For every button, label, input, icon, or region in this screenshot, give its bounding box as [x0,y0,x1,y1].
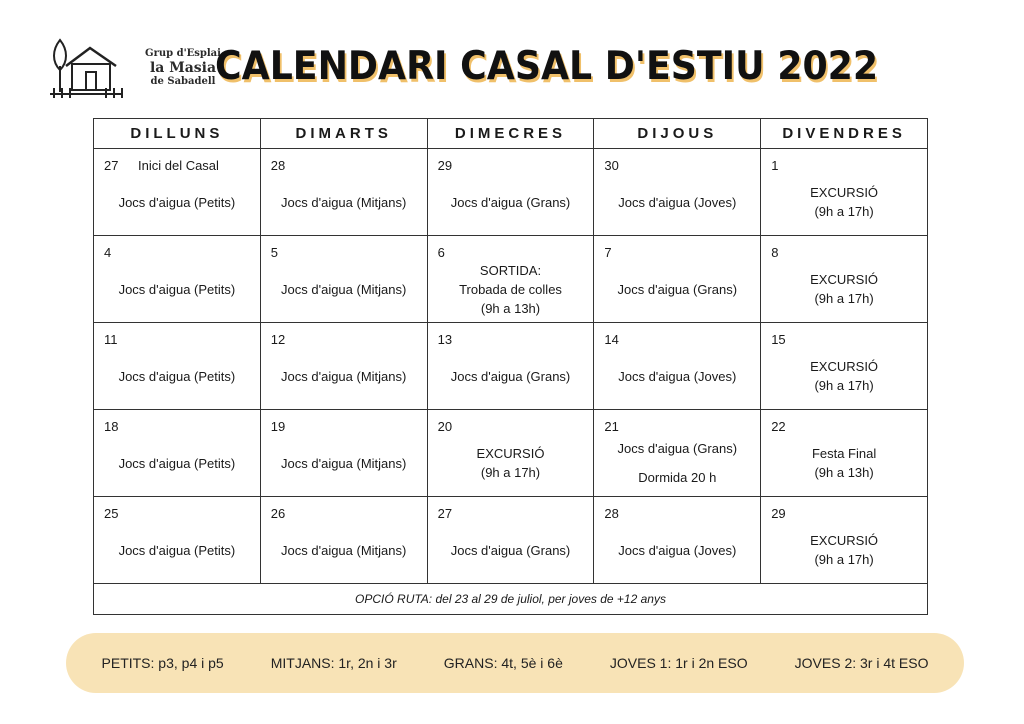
calendar-day-cell [94,323,261,410]
day-activity [428,525,594,575]
day-activity [594,351,760,401]
calendar-day-cell [94,149,261,236]
activity-line: EXCURSIÓ [810,359,879,374]
activity-line: (9h a 17h) [814,378,874,393]
activity-line: EXCURSIÓ [810,272,879,287]
day-activity [428,438,594,488]
legend-item: PETITS: p3, p4 i p5 [101,655,224,671]
activity-line: Jocs d'aigua (Grans) [617,281,738,297]
day-number: 11 [104,332,118,347]
activity-line: (9h a 17h) [814,204,874,219]
calendar-day-cell [94,410,261,497]
legend-item: JOVES 1: 1r i 2n ESO [609,655,748,671]
calendar-day-cell [761,323,928,410]
day-activity [594,264,760,314]
activity-line: EXCURSIÓ [810,185,879,200]
calendar-day-cell [427,149,594,236]
day-activity [761,177,927,227]
calendar-day-cell [94,236,261,323]
activity-line: Jocs d'aigua (Petits) [118,194,236,210]
calendar-week-row [94,410,928,497]
activity-line: Jocs d'aigua (Petits) [118,368,236,384]
activity-line: Jocs d'aigua (Mitjans) [281,368,407,384]
day-activity [94,177,260,227]
activity-line: Jocs d'aigua (Joves) [618,194,737,210]
age-group-legend [66,633,964,693]
day-number: 18 [104,419,119,434]
day-activity [761,351,927,401]
calendar-day-cell [761,497,928,584]
weekday-header-row [94,119,928,149]
calendar-day-cell [594,236,761,323]
logo-line-3: de Sabadell [150,75,216,87]
day-activity [594,525,760,575]
calendar-week-row [94,236,928,323]
day-activity [761,264,927,314]
weekday-header: DIMECRES [427,119,594,149]
day-number: 12 [270,332,286,347]
day-number: 19 [270,419,286,434]
day-number: 13 [437,332,453,347]
logo-line-2: la Masia [149,59,217,76]
activity-line: Festa Final [811,446,877,461]
day-number: 22 [771,419,786,434]
activity-line: Jocs d'aigua (Grans) [617,441,738,456]
calendar-day-cell [761,149,928,236]
calendar-day-cell [94,497,261,584]
legend-item: MITJANS: 1r, 2n i 3r [270,655,397,671]
day-number: 8 [771,245,779,260]
calendar-day-cell [260,149,427,236]
day-activity [761,438,927,488]
calendar-day-cell [260,323,427,410]
activity-line: Jocs d'aigua (Mitjans) [281,542,407,558]
activity-line: Jocs d'aigua (Grans) [450,542,571,558]
day-activity [594,438,760,488]
calendar-day-cell [594,149,761,236]
activity-line: (9h a 13h) [480,300,541,316]
day-activity [594,177,760,227]
day-activity [761,525,927,575]
calendar-day-cell [594,323,761,410]
calendar-day-cell [594,497,761,584]
legend-item: JOVES 2: 3r i 4t ESO [794,655,929,671]
calendar-day-cell [761,410,928,497]
calendar-day-cell [427,410,594,497]
activity-line: EXCURSIÓ [476,446,545,461]
calendar-week-row [94,323,928,410]
activity-line: Jocs d'aigua (Joves) [618,542,737,558]
activity-line: (9h a 17h) [814,552,874,567]
day-number: 4 [104,245,112,260]
day-activity [94,525,260,575]
day-activity [428,351,594,401]
activity-line: Dormida 20 h [638,470,717,485]
activity-line: (9h a 13h) [814,465,874,480]
day-number: 29 [771,506,786,521]
day-activity [261,264,427,314]
day-number: 20 [437,419,453,434]
activity-line: Jocs d'aigua (Grans) [450,194,571,210]
calendar-week-row [94,149,928,236]
day-number: 27 [104,158,119,173]
activity-line: (9h a 17h) [480,465,541,480]
day-activity [94,264,260,314]
calendar-body [94,149,928,584]
calendar-table [93,118,928,615]
weekday-header: DIMARTS [260,119,427,149]
footer-row [94,584,928,615]
activity-line: Jocs d'aigua (Mitjans) [281,194,407,210]
day-activity [94,351,260,401]
day-number: 5 [270,245,279,260]
day-number: 27 [437,506,453,521]
day-number: 28 [604,506,619,521]
day-activity [261,351,427,401]
activity-line: Jocs d'aigua (Grans) [450,368,571,384]
activity-line: Jocs d'aigua (Mitjans) [281,281,407,297]
day-number: 28 [270,158,286,173]
weekday-header: DIVENDRES [761,119,928,149]
legend-item: GRANS: 4t, 5è i 6è [443,655,563,671]
activity-line: Jocs d'aigua (Mitjans) [281,455,407,471]
house-tree-icon [46,36,126,100]
day-number: 21 [604,419,619,434]
logo-line-1: Grup d'Esplai [145,48,221,59]
calendar-day-cell [260,497,427,584]
page-title: CALENDARI CASAL D'ESTIU 2022 [215,44,879,89]
activity-line: Jocs d'aigua (Petits) [118,542,236,558]
day-number: 6 [437,245,445,260]
calendar-day-cell [260,410,427,497]
day-number: 1 [771,158,779,173]
day-activity [261,438,427,488]
weekday-header: DIJOUS [594,119,761,149]
day-heading: Inici del Casal [138,158,219,173]
calendar-day-cell [427,497,594,584]
calendar-day-cell [594,410,761,497]
activity-line: Jocs d'aigua (Joves) [618,368,737,384]
weekday-header: DILLUNS [94,119,261,149]
day-activity [261,177,427,227]
day-activity [94,438,260,488]
calendar-day-cell [427,323,594,410]
activity-line: Trobada de colles [459,281,562,297]
calendar-day-cell [260,236,427,323]
route-option-note: OPCIÓ RUTA: del 23 al 29 de juliol, per joves de +12 anys [94,584,928,615]
calendar-day-cell [427,236,594,323]
day-activity [261,525,427,575]
day-number: 29 [437,158,453,173]
activity-line: Jocs d'aigua (Petits) [118,455,236,471]
day-activity [428,264,594,314]
day-number: 25 [104,506,119,521]
calendar-day-cell [761,236,928,323]
activity-line: Jocs d'aigua (Petits) [118,281,236,297]
day-number: 30 [604,158,619,173]
day-number: 15 [771,332,786,347]
day-number: 7 [604,245,612,260]
activity-line: SORTIDA: [479,262,542,278]
day-number: 14 [604,332,619,347]
calendar-week-row [94,497,928,584]
day-number: 26 [270,506,286,521]
day-activity [428,177,594,227]
activity-line: EXCURSIÓ [810,533,879,548]
activity-line: (9h a 17h) [814,291,874,306]
